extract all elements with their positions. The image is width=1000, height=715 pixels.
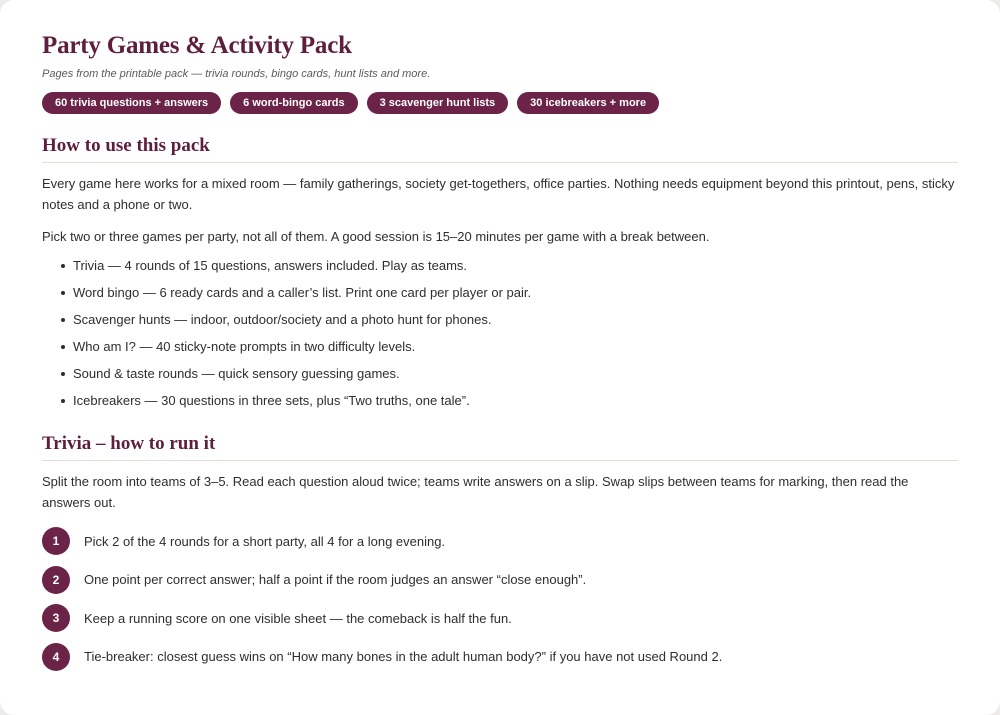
- list-item: Trivia — 4 rounds of 15 questions, answers included. Play as teams.: [61, 252, 958, 279]
- section-divider: [42, 460, 958, 461]
- step-item: [42, 638, 958, 677]
- tag-bingo: 6 word-bingo cards: [230, 92, 357, 114]
- how-to-use-section: [42, 134, 958, 414]
- step-text: One point per correct answer; half a point if the room judges an answer “close enough”.: [84, 572, 587, 588]
- step-number-badge: 3: [42, 604, 70, 632]
- step-number-badge: 1: [42, 527, 70, 555]
- list-item: Who am I? — 40 sticky-note prompts in two difficulty levels.: [61, 333, 958, 360]
- step-text: Keep a running score on one visible sheet — the comeback is half the fun.: [84, 610, 512, 626]
- list-item: Sound & taste rounds — quick sensory guessing games.: [61, 360, 958, 387]
- step-text: Pick 2 of the 4 rounds for a short party, all 4 for a long evening.: [84, 533, 446, 549]
- step-item: [42, 561, 958, 600]
- tag-row: [42, 92, 958, 114]
- section-divider: [42, 162, 958, 163]
- trivia-steps: [42, 522, 958, 676]
- list-item: Icebreakers — 30 questions in three sets, plus “Two truths, one tale”.: [61, 387, 958, 414]
- tag-trivia: 60 trivia questions + answers: [42, 92, 221, 114]
- how-to-use-paragraph-2: Pick two or three games per party, not all of them. A good session is 15–20 minutes per game with a break between.: [42, 229, 710, 244]
- trivia-intro: Split the room into teams of 3–5. Read each question aloud twice; teams write answers on a slip. Swap slips between teams for marking, then read the answers out.: [42, 474, 909, 510]
- trivia-section: [42, 432, 958, 676]
- page-title: Party Games & Activity Pack: [42, 32, 352, 59]
- how-to-use-paragraph-1: Every game here works for a mixed room — family gatherings, society get-togethers, office parties. Nothing needs equipment beyond this printout, pens, sticky notes and a phone or two.: [42, 176, 955, 212]
- step-item: [42, 599, 958, 638]
- trivia-heading: Trivia – how to run it: [42, 433, 216, 454]
- step-text: Tie-breaker: closest guess wins on “How many bones in the adult human body?” if you have not used Round 2.: [84, 649, 723, 665]
- page-subtitle: Pages from the printable pack — trivia rounds, bingo cards, hunt lists and more.: [42, 68, 431, 80]
- step-number-badge: 4: [42, 643, 70, 671]
- list-item: Scavenger hunts — indoor, outdoor/society and a photo hunt for phones.: [61, 306, 958, 333]
- step-number-badge: 2: [42, 566, 70, 594]
- list-item: Word bingo — 6 ready cards and a caller’s list. Print one card per player or pair.: [61, 279, 958, 306]
- games-list: [61, 252, 958, 414]
- tag-scavenger: 3 scavenger hunt lists: [367, 92, 509, 114]
- tag-icebreakers: 30 icebreakers + more: [517, 92, 659, 114]
- step-item: [42, 522, 958, 561]
- how-to-use-heading: How to use this pack: [42, 135, 210, 156]
